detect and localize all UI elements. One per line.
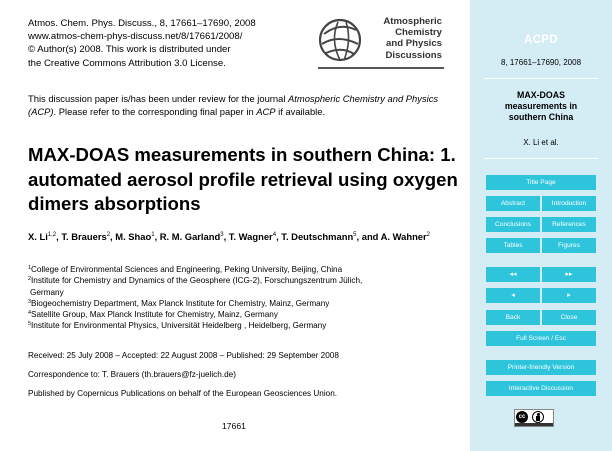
author-name: R. M. Garland	[159, 231, 221, 242]
author-separator: ,	[276, 231, 282, 242]
affiliation-number: 4	[28, 310, 31, 317]
affiliation-list	[28, 264, 458, 332]
logo-line: Chemistry	[395, 27, 442, 39]
affiliation-text: Biogeochemistry Department, Max Planck Institute for Chemistry, Mainz, Germany	[31, 298, 330, 308]
attribution-icon	[532, 411, 544, 423]
notice-text: . Please refer to the corresponding final paper in	[53, 106, 257, 117]
journal-logo	[318, 14, 446, 72]
affiliation-number: 1	[28, 265, 31, 271]
page-number: 17661	[222, 421, 246, 431]
interactive-discussion-button[interactable]: Interactive Discussion	[486, 381, 596, 396]
notice-journal: Atmospheric Chemistry and Physics (ACP)	[28, 93, 439, 117]
conclusions-button[interactable]: Conclusions	[486, 217, 540, 232]
author-name: T. Brauers	[61, 231, 107, 242]
author-affiliation-mark: 1	[151, 232, 155, 238]
author-name: M. Shao	[115, 231, 152, 242]
author-name: A. Wahner	[380, 231, 427, 242]
affiliation-line	[28, 309, 458, 320]
short-title-line: MAX-DOAS	[517, 90, 565, 100]
references-button[interactable]: References	[542, 217, 596, 232]
license-strip	[515, 423, 553, 426]
title-page-button[interactable]: Title Page	[486, 175, 596, 190]
affiliation-text: Institute for Environmental Physics, Universität Heidelberg , Heidelberg, Germany	[31, 321, 327, 331]
full-screen-button[interactable]: Full Screen / Esc	[486, 331, 596, 346]
paper-title: MAX-DOAS measurements in southern China: 1. automated aerosol profile retrieval using oxygen dimers absorptions	[28, 144, 458, 214]
cc-icon: cc	[516, 411, 528, 423]
sidebar-authors: X. Li et al.	[523, 138, 559, 147]
tables-button[interactable]: Tables	[486, 238, 540, 253]
author-affiliation-mark: 5	[353, 232, 357, 238]
previous-page-button[interactable]: ◂	[486, 288, 540, 303]
logo-rule	[318, 67, 444, 69]
first-page-button[interactable]: ◂◂	[486, 267, 540, 282]
author-separator: ,	[110, 231, 116, 242]
short-title-line: measurements in	[504, 101, 578, 111]
citation-line: © Author(s) 2008. This work is distributed under	[28, 44, 231, 56]
figures-button[interactable]: Figures	[542, 238, 596, 253]
author-affiliation-mark: 2	[106, 232, 111, 238]
logo-line: and Physics	[386, 38, 442, 50]
affiliation-line	[28, 320, 458, 331]
author-name: X. Li	[28, 231, 48, 242]
correspondence: Correspondence to: T. Brauers (th.brauers@fz-juelich.de)	[28, 370, 236, 379]
author-name: T. Deutschmann	[281, 231, 354, 242]
sidebar-short-title	[470, 90, 612, 123]
affiliation-text: Germany	[30, 287, 64, 297]
sidebar-divider	[484, 158, 598, 159]
sidebar-citation: 8, 17661–17690, 2008	[500, 58, 582, 67]
received-dates: Received: 25 July 2008 – Accepted: 22 August 2008 – Published: 29 September 2008	[28, 351, 339, 360]
globe-logo-icon	[318, 16, 364, 64]
author-list	[28, 230, 458, 245]
close-button[interactable]: Close	[542, 310, 596, 325]
printer-friendly-button[interactable]: Printer-friendly Version	[486, 360, 596, 375]
journal-citation	[28, 17, 256, 70]
citation-line: www.atmos-chem-phys-discuss.net/8/17661/2008/	[28, 31, 243, 43]
notice-acp: ACP	[256, 106, 276, 117]
notice-text: if available.	[275, 106, 326, 117]
sidebar-divider	[484, 78, 598, 79]
publisher-note: Published by Copernicus Publications on behalf of the European Geosciences Union.	[28, 389, 338, 398]
affiliation-number: 2	[28, 276, 31, 283]
notice-text: This discussion paper is/has been under review for the journal	[28, 93, 289, 104]
abstract-button[interactable]: Abstract	[486, 196, 540, 211]
author-separator: ,	[56, 231, 62, 242]
affiliation-line	[28, 287, 458, 298]
affiliation-line	[28, 298, 458, 309]
affiliation-line	[28, 275, 458, 286]
author-name: T. Wagner	[228, 231, 273, 242]
affiliation-text: Satellite Group, Max Planck Institute for Chemistry, Mainz, Germany	[31, 310, 278, 320]
affiliation-number: 3	[28, 298, 31, 305]
citation-line: Atmos. Chem. Phys. Discuss., 8, 17661–17690, 2008	[28, 18, 256, 29]
author-separator: , and	[356, 231, 381, 242]
affiliation-text: College of Environmental Sciences and Engineering, Peking University, Beijing, China	[31, 265, 343, 274]
author-affiliation-mark: 3	[220, 232, 224, 238]
citation-line: the Creative Commons Attribution 3.0 License.	[28, 57, 226, 69]
affiliation-line	[28, 264, 458, 275]
logo-line: Atmospheric	[383, 16, 442, 27]
author-affiliation-mark: 4	[272, 232, 277, 238]
last-page-button[interactable]: ▸▸	[542, 267, 596, 282]
author-separator: ,	[154, 231, 160, 242]
affiliation-number: 5	[28, 321, 31, 328]
sidebar-journal: ACPD	[524, 34, 558, 46]
short-title-line: southern China	[508, 112, 574, 122]
logo-line: Discussions	[385, 49, 442, 61]
affiliation-text: Institute for Chemistry and Dynamics of the Geosphere (ICG-2), Forschungszentrum Jülich,	[31, 276, 363, 286]
author-separator: ,	[223, 231, 229, 242]
logo-text	[366, 16, 442, 61]
next-page-button[interactable]: ▸	[542, 288, 596, 303]
introduction-button[interactable]: Introduction	[542, 196, 596, 211]
back-button[interactable]: Back	[486, 310, 540, 325]
review-notice	[28, 92, 448, 118]
author-affiliation-mark: 2	[426, 232, 431, 238]
cc-by-icon[interactable]	[514, 409, 554, 427]
author-affiliation-mark: 1,2	[47, 232, 57, 238]
